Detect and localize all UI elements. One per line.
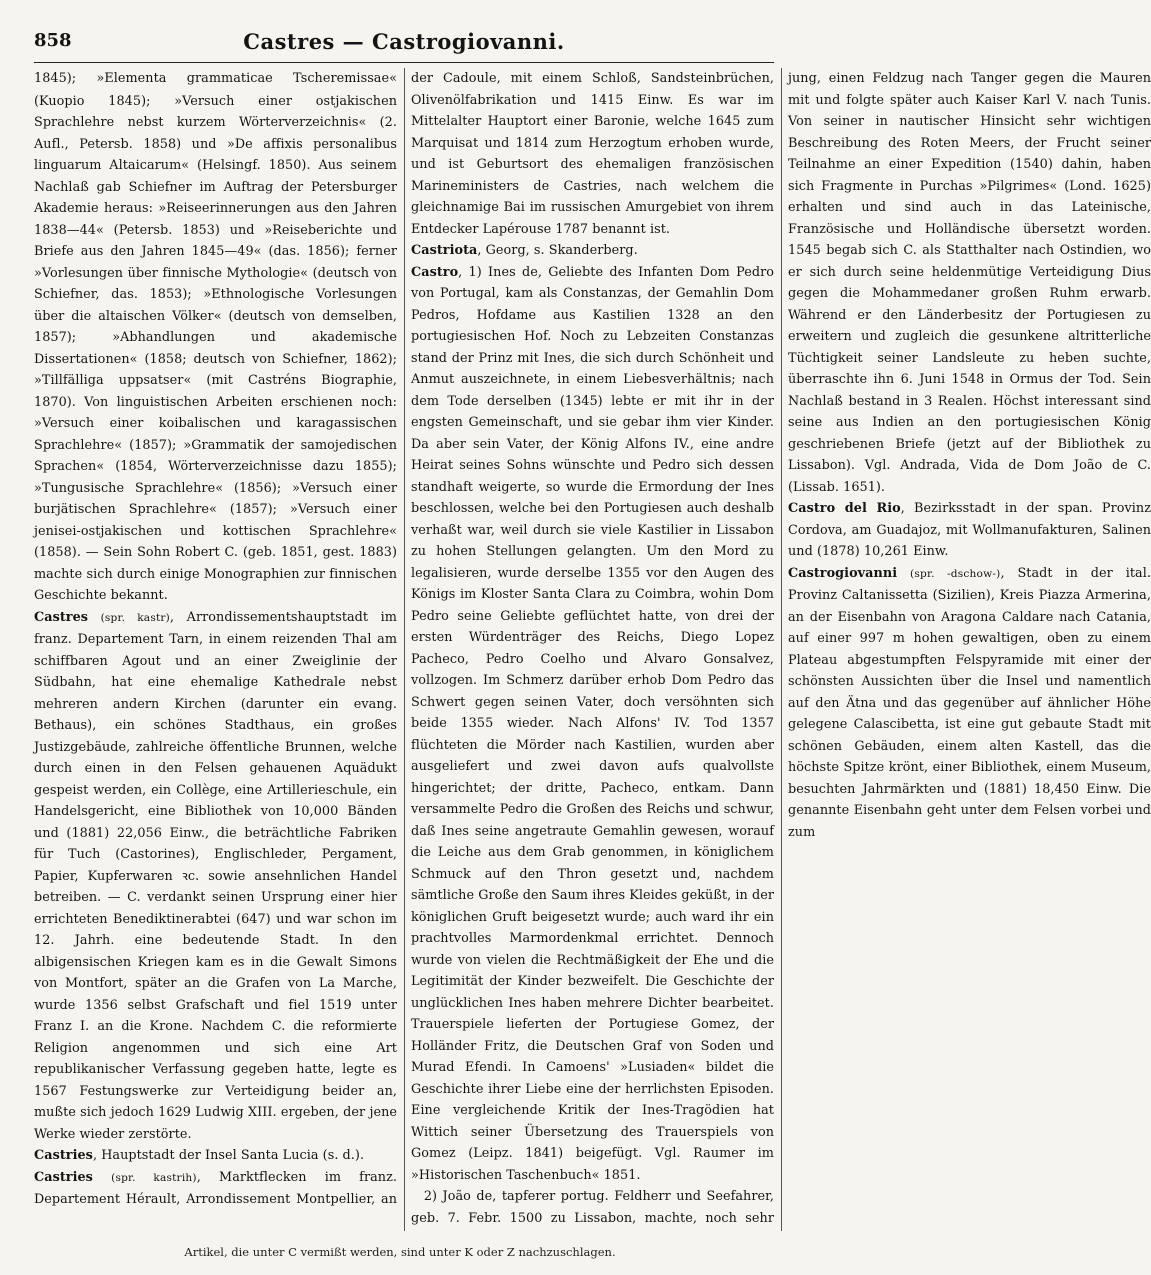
- entry-castrogiovanni: [788, 563, 1151, 844]
- entry-text: , Hauptstadt der Insel Santa Lucia (s. d.).: [92, 1148, 365, 1163]
- entry-headword: Castro: [411, 264, 459, 280]
- entry-headword: Castro del Rio: [788, 501, 901, 516]
- entry-castries-santa-lucia: [34, 1145, 397, 1167]
- entry-headword: Castries: [34, 1169, 93, 1185]
- text-columns: [34, 68, 1151, 1231]
- entry-castriota: [411, 240, 774, 262]
- entry-headword: Castriota: [411, 243, 478, 258]
- entry-text: 2) João de, tapferer portug. Feldherr und Seefahrer, geb. 7. Febr. 1500 zu Lissabon, machte, noch sehr jung, einen Feldzug nach Tanger gegen die Mauren mit und folgte später auch Kaiser Karl V. nach Tunis. Von seiner in nautischer Hinsicht sehr wichtigen Beschreibung des Roten Meers, der Frucht seiner Teilnahme an einer Expedition (1540) dahin, haben sich Fragmente in Purchas »Pilgrimes« (Lond. 1625) erhalten und sind auch in das Lateinische, Französische und Holländische übersetzt worden. 1545 begab sich C. als Statthalter nach Ostindien, wo er sich durch seine heldenmütige Verteidigung Dius gegen die Mohammedaner großen Ruhm erwarb. Während er den Länderbesitz der Portugiesen zu erweitern und zugleich die gesunkene altritterliche Tüchtigkeit seiner Landsleute zu heben suchte, überraschte ihn 6. Juni 1548 in Ormus der Tod. Sein Nachlaß bestand in 3 Realen. Höchst interessant sind seine aus Indien an den portugiesischen König geschriebenen Briefe (jetzt auf der Bibliothek zu Lissabon). Vgl. Andrada, Vida de Dom João de C. (Lissab. 1651).: [411, 71, 1151, 1226]
- entry-headword: Castres: [34, 609, 89, 625]
- entry-castres: [34, 607, 397, 1146]
- entry-text: , 1) Ines de, Geliebte des Infanten Dom Pedro von Portugal, kam als Constanzas, der Gemahlin Dom Pedros, Hofdame aus Kastilien 1328 an den portugiesischen Hof. Noch zu Lebzeiten Constanzas stand der Prinz mit Ines, die sich durch Schönheit und Anmut auszeichnete, in einem Liebesverhältnis; nach dem Tode derselben (1345) lebte er mit ihr in der engsten Gemeinschaft, und sie gebar ihm vier Kinder. Da aber sein Vater, der König Alfons IV., eine andre Heirat seines Sohns wünschte und Pedro sich dessen standhaft weigerte, so wurde die Ermordung der Ines beschlossen, welche bei den Portugiesen auch deshalb verhaßt war, weil durch sie viele Kastilier in Lissabon zu hohen Stellungen gelangten. Um den Mord zu legalisieren, wurde derselbe 1355 vor den Augen des Königs im Kloster Santa Clara zu Coimbra, wohin Dom Pedro seine Geliebte geflüchtet hatte, von drei der ersten Würdenträger des Reichs, Diego Lopez Pacheco, Pedro Coelho und Alvaro Gonsalvez, vollzogen. Im Schmerz darüber erhob Dom Pedro das Schwert gegen seinen Vater, doch versöhnten sich beide 1355 wieder. Nach Alfons' IV. Tod 1357 flüchteten die Mörder nach Kastilien, wurden aber ausgeliefert und zwei davon aufs qualvollste hingerichtet; der dritte, Pacheco, entkam. Dann versammelte Pedro die Großen des Reichs und schwur, daß Ines seine angetraute Gemahlin gewesen, worauf die Leiche aus dem Grab genommen, in königlichem Schmuck auf den Thron gesetzt und, nachdem sämtliche Große den Saum ihres Kleides geküßt, in der königlichen Gruft beigesetzt wurde; auch ward ihr ein prachtvolles Marmordenkmal errichtet. Dennoch wurde von vielen die Rechtmäßigkeit der Ehe und die Legitimität der Kinder bezweifelt. Die Geschichte der unglücklichen Ines haben mehrere Dichter bearbeitet. Trauerspiele lieferten der Portugiese Gomez, der Holländer Fritz, die Deutschen Graf von Soden und Murad Efendi. In Camoens' »Lusiaden« bildet die Geschichte ihrer Liebe eine der herrlichsten Episoden. Eine vergleichende Kritik der Ines-Tragödien hat Wittich seiner Übersetzung des Trauerspiels von Gomez (Leipz. 1841) beigefügt. Vgl. Raumer im »Historischen Taschenbuch« 1851.: [411, 264, 774, 1183]
- pronunciation: (spr. kastrih): [111, 1171, 197, 1184]
- entry-text: , Arrondissementshauptstadt im franz. Departement Tarn, in einem reizenden Thal am schiffbaren Agout und an einer Zweiglinie der Südbahn, hat eine ehemalige Kathedrale nebst mehreren andern Kirchen (darunter ein evang. Bethaus), ein schönes Stadthaus, ein großes Justizgebäude, zahlreiche öffentliche Brunnen, welche durch einen in den Felsen gehauenen Aquädukt gespeist werden, ein Collège, eine Artillerieschule, ein Handelsgericht, eine Bibliothek von 10,000 Bänden und (1881) 22,056 Einw., die beträchtliche Fabriken für Tuch (Castorines), Englischleder, Pergament, Papier, Kupferwaren ꝛc. sowie ansehnlichen Handel betreiben. — C. verdankt seinen Ursprung einer hier errichteten Benediktinerabtei (647) und war schon im 12. Jahrh. eine bedeutende Stadt. In den albigensischen Kriegen kam es in die Gewalt Simons von Montfort, später an die Grafen von La Marche, wurde 1356 selbst Grafschaft und fiel 1519 unter Franz I. an die Krone. Nachdem C. die reformierte Religion angenommen und sich eine Art republikanischer Verfassung gegeben hatte, legte es 1567 Festungswerke zur Verteidigung beider an, mußte sich jedoch 1629 Ludwig XIII. ergeben, der jene Werke wieder zerstörte.: [34, 609, 397, 1142]
- entry-headword: Castrogiovanni: [788, 565, 898, 581]
- entry-text: , Stadt in der ital. Provinz Caltanissetta (Sizilien), Kreis Piazza Armerina, an der Eisenbahn von Aragona Caldare nach Catania, auf einer 997 m hohen gewaltigen, oben zu einem Plateau abgestumpften Felspyramide mit einer der schönsten Aussichten über die Insel und namentlich auf den Ätna und das gegenüber auf ähnlicher Höhe gelegene Calascibetta, ist eine gut gebaute Stadt mit schönen Gebäuden, einem alten Kastell, das die höchste Spitze krönt, einer Bibliothek, einem Museum, besuchten Jahrmärkten und (1881) 18,450 Einw. Die genannte Eisenbahn geht unter dem Felsen vorbei und zum: [788, 565, 1151, 840]
- entry-text: , Georg, s. Skanderberg.: [477, 243, 638, 258]
- page-footer-note: Artikel, die unter C vermißt werden, sind unter K oder Z nachzuschlagen.: [184, 1245, 616, 1259]
- entry-headword: Castries: [34, 1148, 93, 1163]
- pronunciation: (spr. -dschow-): [910, 567, 1001, 580]
- entry-castro-del-rio: [788, 498, 1151, 563]
- entry-castren-continuation: 1845); »Elementa grammaticae Tscheremissae« (Kuopio 1845); »Versuch einer ostjakischen Sprachlehre nebst kurzem Wörterverzeichnis« (2. Aufl., Petersb. 1858) und »De affixis personalibus linguarum Altaicarum« (Helsingf. 1850). Aus seinem Nachlaß gab Schiefner im Auftrag der Petersburger Akademie heraus: »Reiseerinnerungen aus den Jahren 1838—44« (Petersb. 1853) und »Reiseberichte und Briefe aus den Jahren 1845—49« (das. 1856); ferner »Vorlesungen über finnische Mythologie« (deutsch von Schiefner, das. 1853); »Ethnologische Vorlesungen über die altaischen Völker« (deutsch von demselben, 1857); »Abhandlungen und akademische Dissertationen« (1858; deutsch von Schiefner, 1862); »Tillfälliga uppsatser« (mit Castréns Biographie, 1870). Von linguistischen Arbeiten erschienen noch: »Versuch einer koibalischen und karagassischen Sprachlehre« (1857); »Grammatik der samojedischen Sprachen« (1854, Wörterverzeichnisse dazu 1855); »Tungusische Sprachlehre« (1856); »Versuch einer burjätischen Sprachlehre« (1857); »Versuch einer jenisei-ostjakischen und kottischen Sprachlehre« (1858). — Sein Sohn Robert C. (geb. 1851, gest. 1883) machte sich durch einige Monographien zur finnischen Geschichte bekannt.: [34, 71, 397, 603]
- entry-text: , Marktflecken im franz. Departement Hérault, Arrondissement Montpellier, an der Cadoule, mit einem Schloß, Sandsteinbrüchen, Olivenölfabrikation und 1415 Einw. Es war im Mittelalter Hauptort einer Baronie, welche 1645 zum Marquisat und 1814 zum Herzogtum erhoben wurde, und ist Geburtsort des ehemaligen französischen Marineministers de Castries, nach welchem die gleichnamige Bai im russischen Amurgebiet von ihrem Entdecker Lapérouse 1787 benannt ist.: [34, 71, 774, 1207]
- page-header: [34, 26, 774, 63]
- page-title: Castres — Castrogiovanni.: [243, 29, 565, 54]
- page-number: 858: [34, 30, 72, 51]
- entry-castro-ines: [411, 262, 774, 1187]
- entry-text: , Bezirksstadt in der span. Provinz Cordova, am Guadajoz, mit Wollmanufakturen, Salinen und (1878) 10,261 Einw.: [788, 501, 1151, 559]
- pronunciation: (spr. kastr): [100, 611, 171, 624]
